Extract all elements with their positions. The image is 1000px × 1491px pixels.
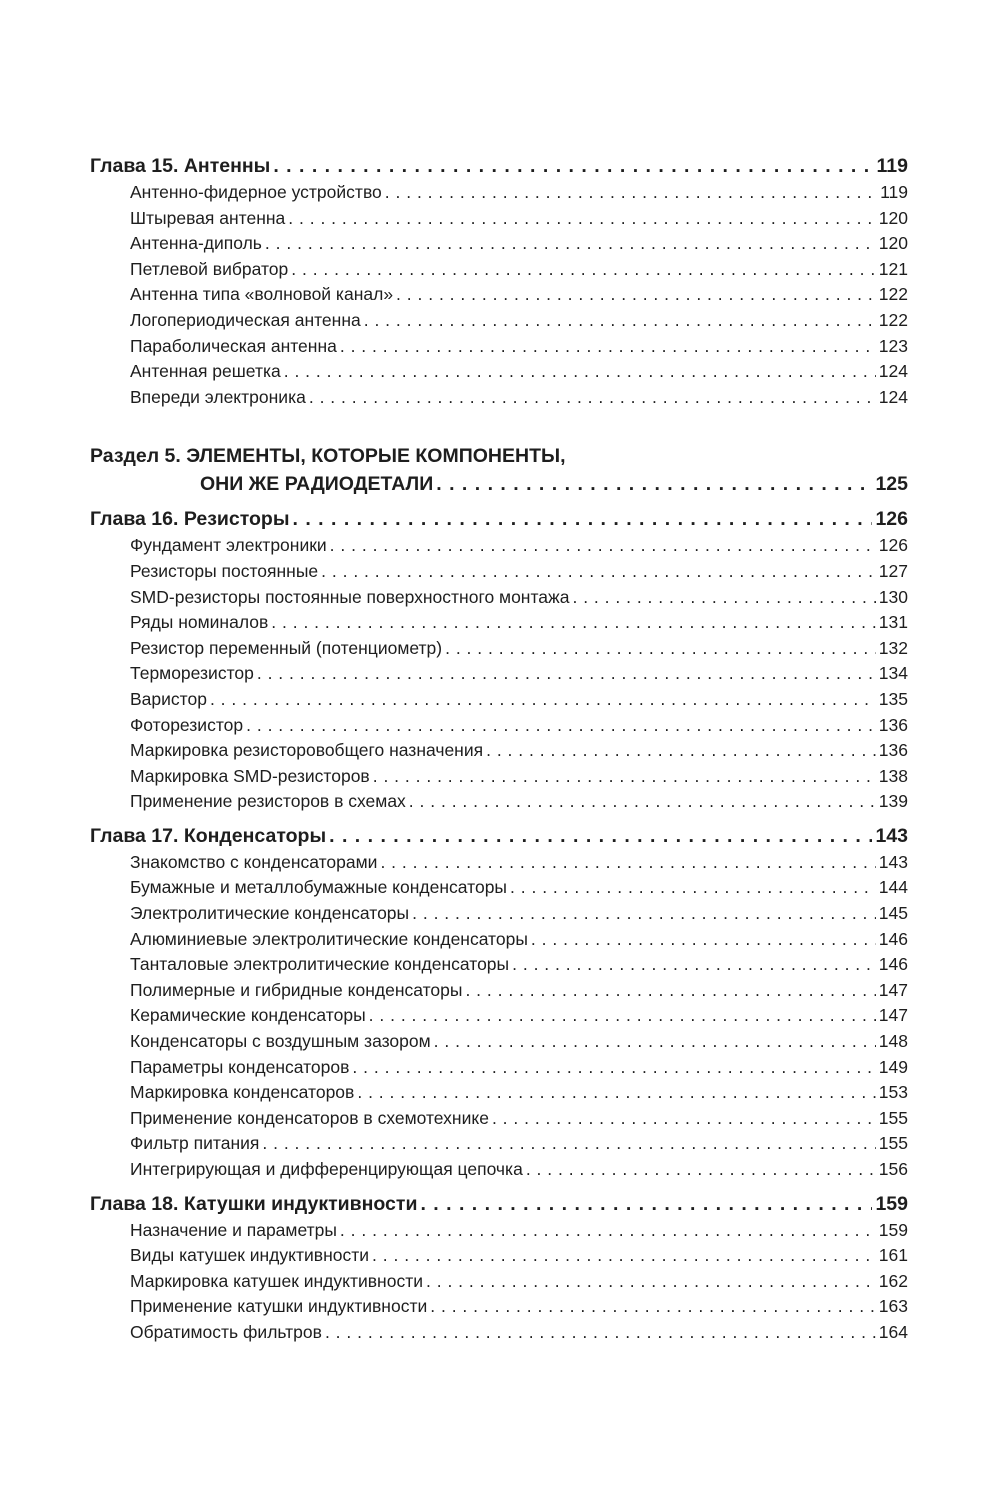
toc-entry xyxy=(90,1294,908,1320)
entry-title: Фундамент электроники xyxy=(130,535,327,556)
entry-page: 143 xyxy=(878,851,908,872)
dot-leader xyxy=(273,153,873,180)
entry-page: 134 xyxy=(878,663,908,684)
dot-leader xyxy=(372,1243,876,1269)
dot-leader xyxy=(284,359,876,385)
toc-chapter xyxy=(90,823,908,850)
entry-page: 145 xyxy=(878,903,908,924)
toc-entry xyxy=(90,533,908,559)
section-title-line2: ОНИ ЖЕ РАДИОДЕТАЛИ xyxy=(200,473,434,496)
toc-entry xyxy=(90,738,908,764)
entry-page: 149 xyxy=(878,1056,908,1077)
entry-title: SMD-резисторы постоянные поверхностного монтажа xyxy=(130,586,570,607)
entry-page: 147 xyxy=(878,979,908,1000)
chapter-15-block xyxy=(90,153,908,410)
chapter-title: Глава 17. Конденсаторы xyxy=(90,824,327,847)
dot-leader xyxy=(526,1157,876,1183)
toc-entry xyxy=(90,359,908,385)
dot-leader xyxy=(510,875,876,901)
entry-title: Параметры конденсаторов xyxy=(130,1056,350,1077)
toc-entry xyxy=(90,334,908,360)
toc-entry xyxy=(90,764,908,790)
chapter-page: 159 xyxy=(875,1192,908,1215)
entry-page: 136 xyxy=(878,740,908,761)
toc-entry xyxy=(90,1243,908,1269)
entry-title: Назначение и параметры xyxy=(130,1219,337,1240)
entry-page: 127 xyxy=(878,560,908,581)
toc-chapter xyxy=(90,506,908,533)
toc-entry xyxy=(90,952,908,978)
entry-title: Параболическая антенна xyxy=(130,335,337,356)
entry-title: Знакомство с конденсаторами xyxy=(130,851,378,872)
entry-page: 120 xyxy=(878,207,908,228)
entry-page: 144 xyxy=(878,877,908,898)
dot-leader xyxy=(321,559,876,585)
dot-leader xyxy=(409,789,876,815)
dot-leader xyxy=(486,738,876,764)
toc-entry xyxy=(90,687,908,713)
dot-leader xyxy=(288,206,876,232)
entry-title: Антенна-диполь xyxy=(130,233,262,254)
chapter-page: 119 xyxy=(876,155,908,177)
entry-page: 162 xyxy=(878,1270,908,1291)
entry-title: Виды катушек индуктивности xyxy=(130,1245,370,1266)
toc-entry xyxy=(90,559,908,585)
entry-page: 122 xyxy=(878,284,908,305)
dot-leader xyxy=(352,1055,875,1081)
toc-entry xyxy=(90,661,908,687)
toc-entry xyxy=(90,789,908,815)
entry-title: Впереди электроника xyxy=(130,386,306,407)
section-title-line1: Раздел 5. ЭЛЕМЕНТЫ, КОТОРЫЕ КОМПОНЕНТЫ, xyxy=(90,445,566,468)
dot-leader xyxy=(420,1191,872,1218)
toc-entry xyxy=(90,978,908,1004)
dot-leader xyxy=(465,978,875,1004)
entry-title: Алюминиевые электролитические конденсаторы xyxy=(130,928,528,949)
entry-title: Танталовые электролитические конденсаторы xyxy=(130,954,510,975)
toc-entry xyxy=(90,1106,908,1132)
toc-section xyxy=(90,442,908,498)
dot-leader xyxy=(357,1080,875,1106)
dot-leader xyxy=(396,282,876,308)
entry-page: 120 xyxy=(878,233,908,254)
entry-title: Антенная решетка xyxy=(130,361,281,382)
entry-page: 164 xyxy=(878,1321,908,1342)
dot-leader xyxy=(257,661,876,687)
dot-leader xyxy=(210,687,876,713)
entry-title: Применение резисторов в схемах xyxy=(130,791,406,812)
dot-leader xyxy=(340,1218,876,1244)
entry-page: 163 xyxy=(878,1296,908,1317)
toc-entry xyxy=(90,180,908,206)
chapter-page: 143 xyxy=(875,824,908,847)
dot-leader xyxy=(512,952,876,978)
entry-page: 131 xyxy=(878,612,908,633)
toc-entry xyxy=(90,1157,908,1183)
entry-title: Петлевой вибратор xyxy=(130,258,289,279)
dot-leader xyxy=(246,713,876,739)
dot-leader xyxy=(572,585,875,611)
entry-page: 121 xyxy=(878,258,908,279)
toc-entry xyxy=(90,713,908,739)
entry-title: Маркировка резисторовобщего назначения xyxy=(130,740,484,761)
entry-title: Терморезистор xyxy=(130,663,254,684)
dot-leader xyxy=(309,385,876,411)
toc-entry xyxy=(90,636,908,662)
toc-entry xyxy=(90,1029,908,1055)
entry-page: 126 xyxy=(878,535,908,556)
dot-leader xyxy=(340,334,876,360)
toc-entry xyxy=(90,206,908,232)
entry-title: Керамические конденсаторы xyxy=(130,1005,366,1026)
dot-leader xyxy=(329,823,872,850)
dot-leader xyxy=(492,1106,876,1132)
toc-entry xyxy=(90,850,908,876)
entry-page: 124 xyxy=(878,386,908,407)
dot-leader xyxy=(265,231,876,257)
toc-entry xyxy=(90,927,908,953)
entry-title: Интегрирующая и дифференцирующая цепочка xyxy=(130,1159,523,1179)
dot-leader xyxy=(531,927,876,953)
dot-leader xyxy=(430,1294,876,1320)
dot-leader xyxy=(369,1003,876,1029)
dot-leader xyxy=(426,1269,876,1295)
dot-leader xyxy=(364,308,876,334)
section-title-line2-row xyxy=(90,470,908,498)
dot-leader xyxy=(293,506,873,533)
entry-title: Резисторы постоянные xyxy=(130,560,319,581)
toc-entry xyxy=(90,282,908,308)
entry-title: Варистор xyxy=(130,688,207,709)
toc-entry xyxy=(90,901,908,927)
entry-title: Логопериодическая антенна xyxy=(130,309,361,330)
entry-page: 148 xyxy=(878,1031,908,1052)
entry-title: Штыревая антенна xyxy=(130,207,286,228)
entry-title: Маркировка конденсаторов xyxy=(130,1082,355,1103)
entry-page: 156 xyxy=(878,1159,908,1179)
dot-leader xyxy=(436,470,872,498)
entry-title: Антенно-фидерное устройство xyxy=(130,182,382,202)
toc-entry xyxy=(90,308,908,334)
toc-entry xyxy=(90,875,908,901)
dot-leader xyxy=(434,1029,876,1055)
entry-page: 135 xyxy=(878,688,908,709)
entry-page: 123 xyxy=(878,335,908,356)
toc-entry xyxy=(90,1080,908,1106)
entry-title: Конденсаторы с воздушным зазором xyxy=(130,1031,431,1052)
entry-page: 132 xyxy=(878,637,908,658)
entry-title: Бумажные и металлобумажные конденсаторы xyxy=(130,877,508,898)
entry-page: 147 xyxy=(878,1005,908,1026)
entry-page: 136 xyxy=(878,714,908,735)
entry-page: 146 xyxy=(878,928,908,949)
dot-leader xyxy=(325,1320,876,1346)
chapter-title: Глава 16. Резисторы xyxy=(90,508,290,531)
dot-leader xyxy=(412,901,876,927)
entry-page: 139 xyxy=(878,791,908,812)
dot-leader xyxy=(373,764,876,790)
toc-entry xyxy=(90,1003,908,1029)
chapter-18-block xyxy=(90,1191,908,1346)
chapter-page: 126 xyxy=(875,508,908,531)
entry-page: 146 xyxy=(878,954,908,975)
entry-title: Фоторезистор xyxy=(130,714,244,735)
table-of-contents xyxy=(90,153,908,1346)
toc-entry xyxy=(90,585,908,611)
entry-page: 159 xyxy=(878,1219,908,1240)
dot-leader xyxy=(291,257,876,283)
entry-title: Применение катушки индуктивности xyxy=(130,1296,428,1317)
dot-leader xyxy=(271,610,876,636)
dot-leader xyxy=(445,636,876,662)
toc-entry xyxy=(90,610,908,636)
toc-entry xyxy=(90,231,908,257)
entry-page: 138 xyxy=(878,765,908,786)
chapter-17-block xyxy=(90,823,908,1183)
toc-entry xyxy=(90,1320,908,1346)
toc-entry xyxy=(90,1269,908,1295)
entry-page: 130 xyxy=(878,586,908,607)
chapter-16-block xyxy=(90,506,908,815)
dot-leader xyxy=(380,850,875,876)
entry-title: Резистор переменный (потенциометр) xyxy=(130,637,443,658)
entry-page: 122 xyxy=(878,309,908,330)
dot-leader xyxy=(385,180,877,206)
dot-leader xyxy=(330,533,876,559)
entry-page: 155 xyxy=(878,1133,908,1154)
toc-entry xyxy=(90,257,908,283)
entry-page: 124 xyxy=(878,361,908,382)
entry-title: Фильтр питания xyxy=(130,1133,260,1154)
toc-entry xyxy=(90,1055,908,1081)
entry-title: Антенна типа «волновой канал» xyxy=(130,284,394,305)
entry-title: Электролитические конденсаторы xyxy=(130,903,410,924)
entry-title: Ряды номиналов xyxy=(130,612,269,633)
toc-chapter xyxy=(90,153,908,180)
entry-page: 155 xyxy=(878,1107,908,1128)
entry-title: Маркировка катушек индуктивности xyxy=(130,1270,423,1291)
entry-title: Полимерные и гибридные конденсаторы xyxy=(130,979,463,1000)
toc-chapter xyxy=(90,1191,908,1218)
toc-entry xyxy=(90,385,908,411)
chapter-title: Глава 15. Антенны xyxy=(90,155,271,177)
section-page: 125 xyxy=(875,473,908,496)
entry-title: Обратимость фильтров xyxy=(130,1321,322,1342)
entry-page: 161 xyxy=(878,1245,908,1266)
chapter-title: Глава 18. Катушки индуктивности xyxy=(90,1192,418,1215)
entry-page: 153 xyxy=(878,1082,908,1103)
toc-entry xyxy=(90,1218,908,1244)
entry-page: 119 xyxy=(880,182,908,202)
toc-entry xyxy=(90,1131,908,1157)
entry-title: Применение конденсаторов в схемотехнике xyxy=(130,1107,489,1128)
dot-leader xyxy=(262,1131,875,1157)
entry-title: Маркировка SMD-резисторов xyxy=(130,765,370,786)
